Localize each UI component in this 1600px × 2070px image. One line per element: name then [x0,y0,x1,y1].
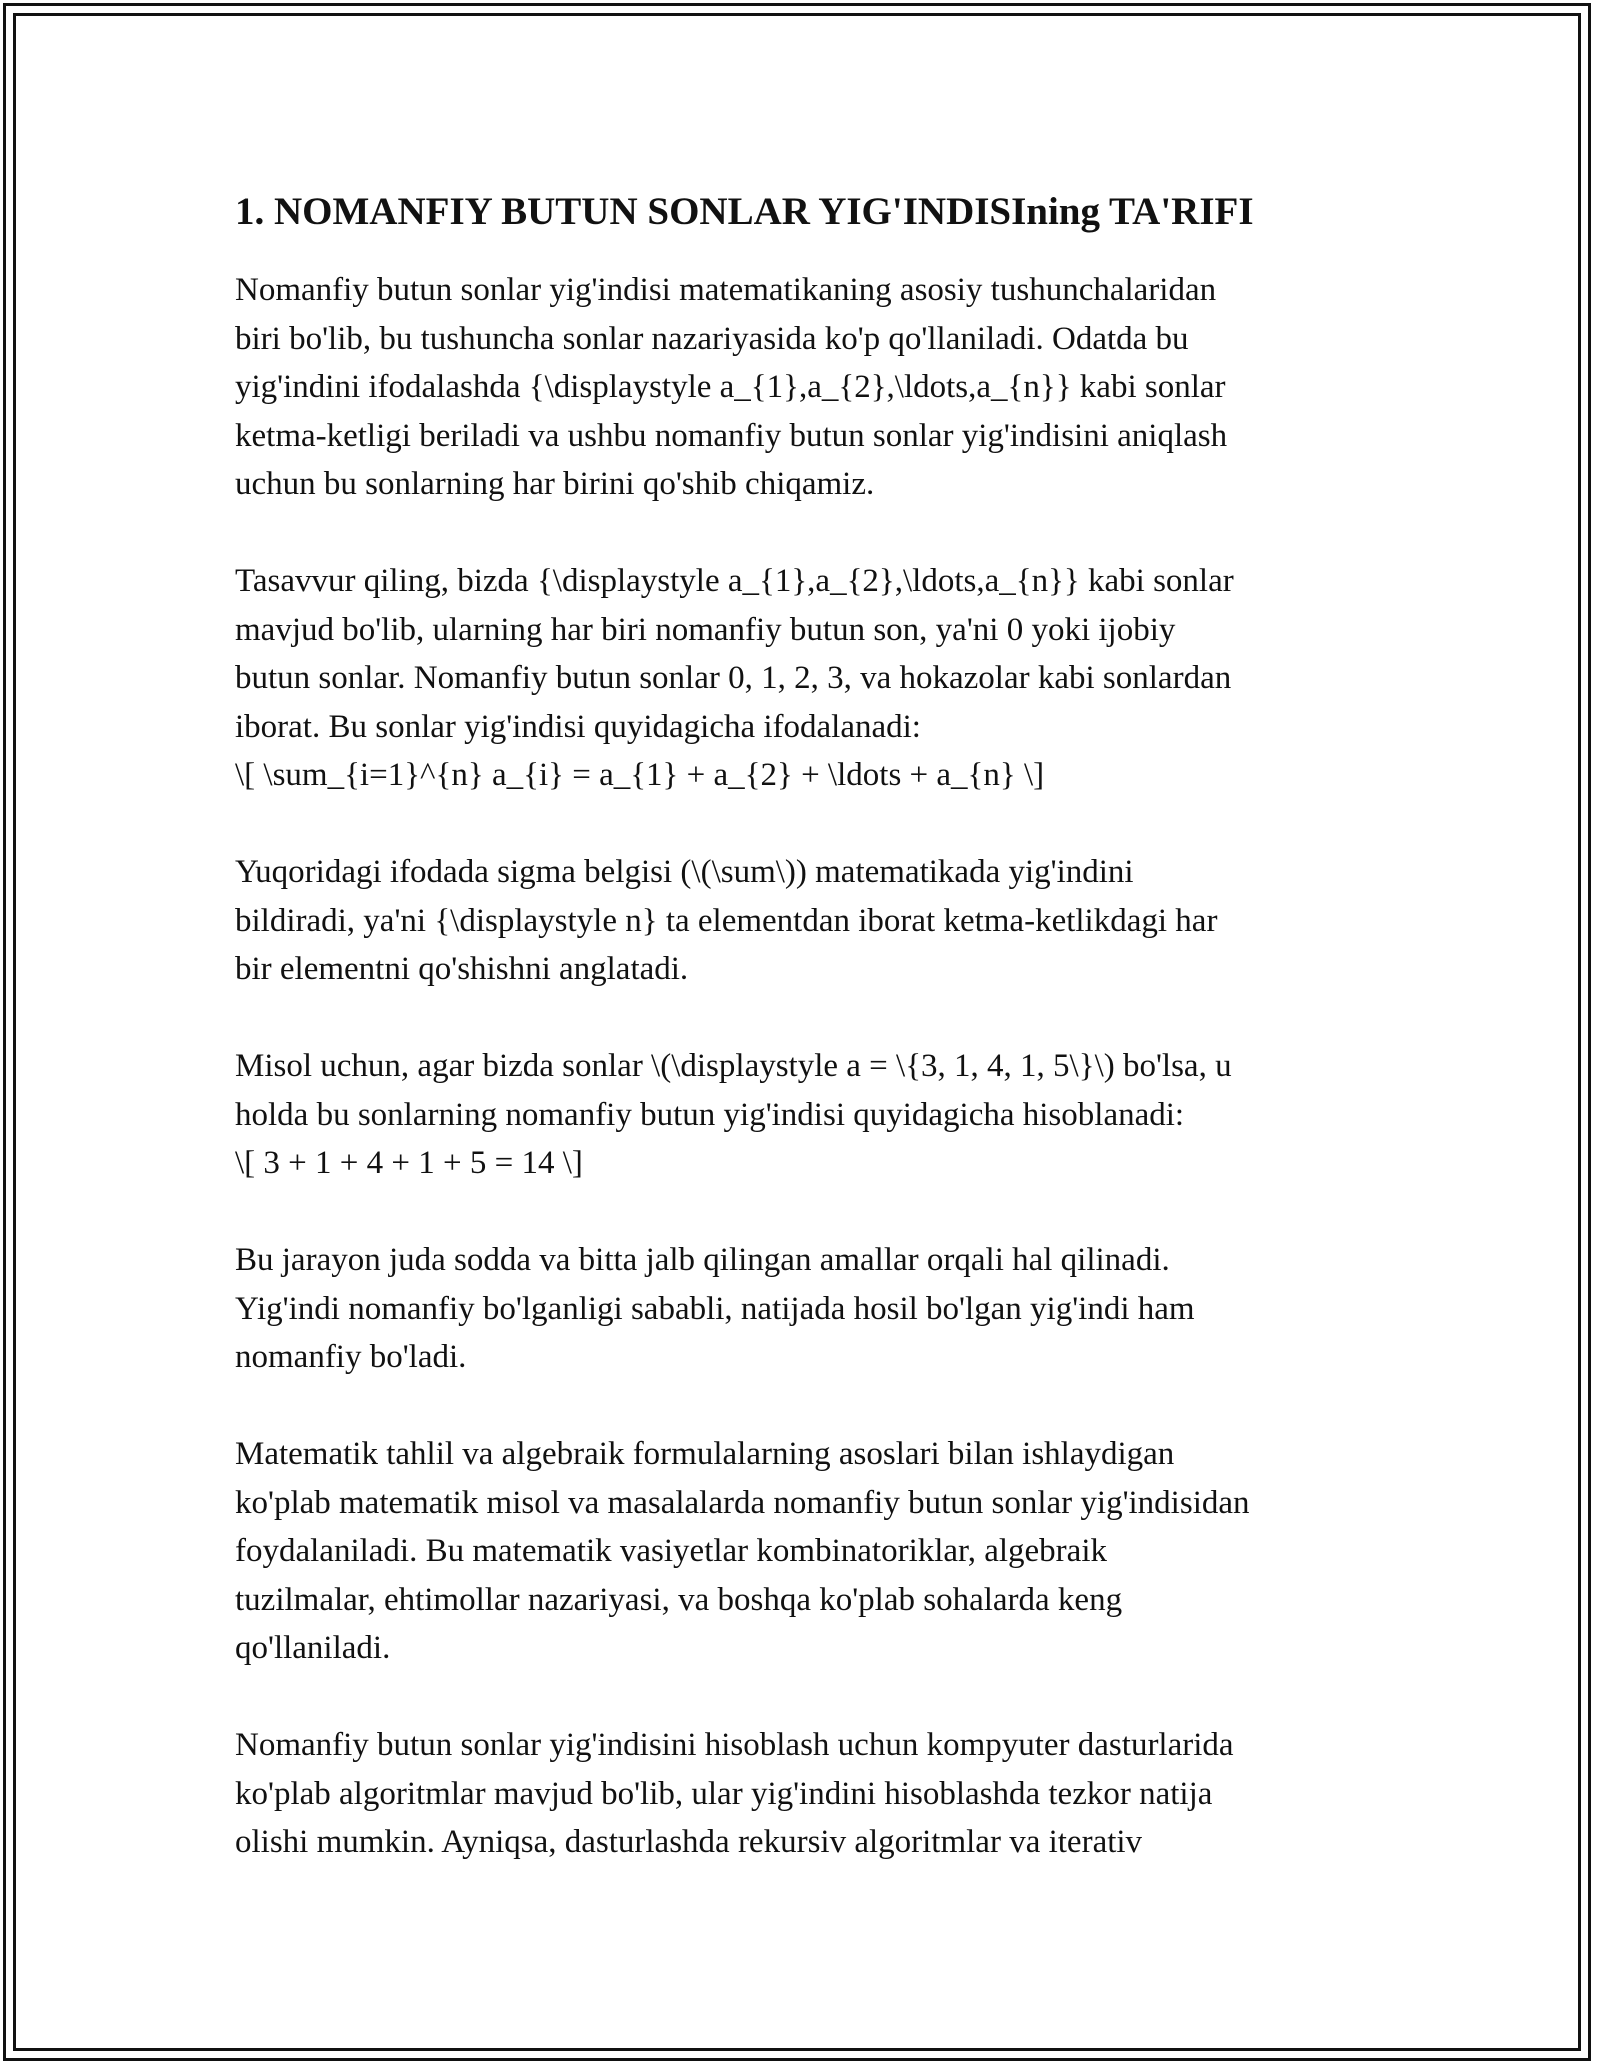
text-line: ko'plab algoritmlar mavjud bo'lib, ular yig'indini hisoblashda tezkor natija [235,1775,1213,1812]
text-line: Matematik tahlil va algebraik formulalarning asoslari bilan ishlaydigan [235,1436,1175,1472]
text-line: Bu jarayon juda sodda va bitta jalb qilingan amallar orqali hal qilinadi. [235,1242,1170,1278]
text-line: yig'indini ifodalashda {\displaystyle a_{1},a_{2},\ldots,a_{n}} kabi sonlar [235,369,1226,405]
text-line: ketma-ketligi beriladi va ushbu nomanfiy butun sonlar yig'indisini aniqlash [235,417,1228,454]
paragraph-applications [235,1430,1385,1673]
text-line: foydalaniladi. Bu matematik vasiyetlar kombinatoriklar, algebraik [235,1533,1107,1569]
text-line: butun sonlar. Nomanfiy butun sonlar 0, 1, 2, 3, va hokazolar kabi sonlardan [235,660,1232,696]
text-line: Nomanfiy butun sonlar yig'indisi matematikaning asosiy tushunchalaridan [235,272,1217,308]
text-line: biri bo'lib, bu tushuncha sonlar nazariyasida ko'p qo'llaniladi. Odatda bu [235,320,1189,357]
text-line: nomanfiy bo'ladi. [235,1339,467,1375]
paragraph-example [235,1042,1385,1188]
formula-line: \[ \sum_{i=1}^{n} a_{i} = a_{1} + a_{2} + \ldots + a_{n} \] [235,757,1045,793]
text-line: bir elementni qo'shishni anglatadi. [235,951,689,987]
text-line: qo'llaniladi. [235,1630,391,1666]
text-line: holda bu sonlarning nomanfiy butun yig'indisi quyidagicha hisoblanadi: [235,1096,1185,1133]
text-line: mavjud bo'lib, ularning har biri nomanfiy butun son, ya'ni 0 yoki ijobiy [235,611,1176,648]
text-line: Tasavvur qiling, bizda {\displaystyle a_{1},a_{2},\ldots,a_{n}} kabi sonlar [235,563,1234,599]
paragraph-process [235,1236,1385,1382]
text-line: tuzilmalar, ehtimollar nazariyasi, va boshqa ko'plab sohalarda keng [235,1581,1123,1618]
text-line: bildiradi, ya'ni {\displaystyle n} ta elementdan iborat ketma-ketlikdagi har [235,902,1218,939]
text-line: iborat. Bu sonlar yig'indisi quyidagicha ifodalanadi: [235,708,921,745]
paragraph-sum-formula [235,557,1385,800]
paragraph-algorithms [235,1721,1385,1867]
text-line: Yuqoridagi ifodada sigma belgisi (\(\sum\)) matematikada yig'indini [235,854,1134,890]
text-line: Nomanfiy butun sonlar yig'indisini hisoblash uchun kompyuter dasturlarida [235,1727,1234,1763]
document-body [235,186,1385,1867]
text-line: uchun bu sonlarning har birini qo'shib chiqamiz. [235,466,875,502]
page-title: 1. NOMANFIY BUTUN SONLAR YIG'INDISIning TA'RIFI [235,190,1254,233]
text-line: olishi mumkin. Ayniqsa, dasturlashda rekursiv algoritmlar va iterativ [235,1824,1143,1860]
formula-line: \[ 3 + 1 + 4 + 1 + 5 = 14 \] [235,1145,583,1181]
text-line: ko'plab matematik misol va masalalarda nomanfiy butun sonlar yig'indisidan [235,1484,1250,1521]
text-line: Misol uchun, agar bizda sonlar \(\displaystyle a = \{3, 1, 4, 1, 5\}\) bo'lsa, u [235,1048,1232,1084]
paragraph-definition [235,266,1385,509]
paragraph-sigma [235,848,1385,994]
text-line: Yig'indi nomanfiy bo'lganligi sababli, natijada hosil bo'lgan yig'indi ham [235,1290,1195,1327]
